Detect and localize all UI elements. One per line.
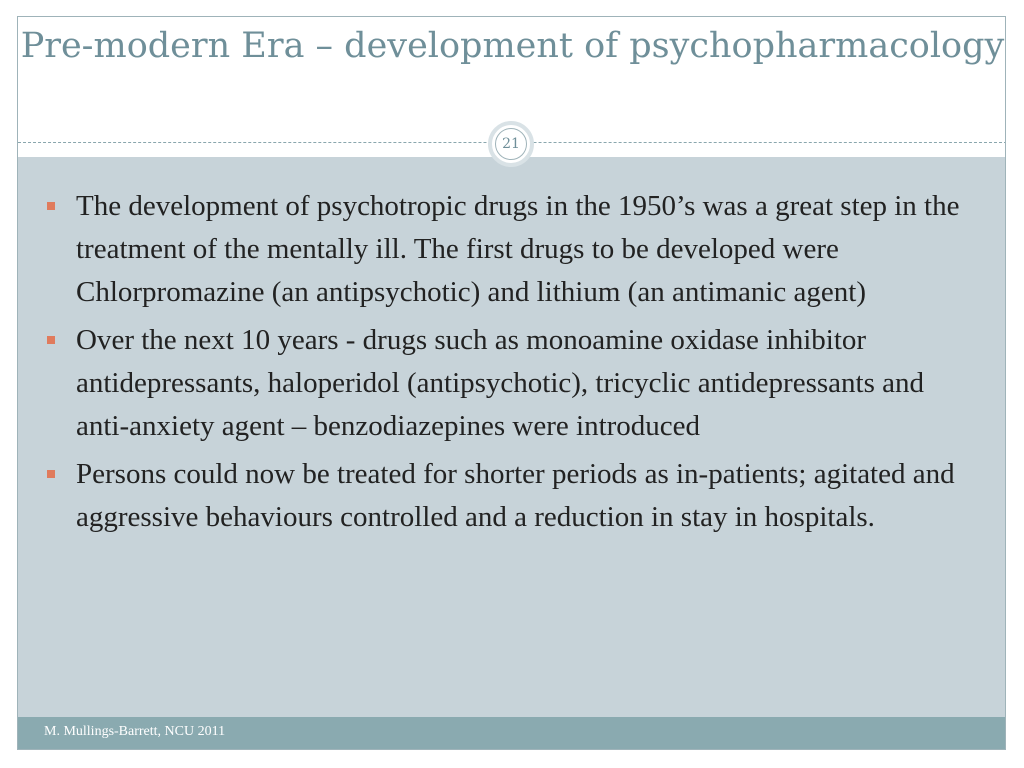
- bullet-item: [46, 185, 981, 314]
- slide-content: [18, 157, 1006, 717]
- bullet-text: The development of psychotropic drugs in the 1950’s was a great step in the treatment of the mentally ill. The first drugs to be developed were Chlorpromazine (an antipsychotic) and lithium (an antimanic agent): [76, 190, 960, 308]
- square-bullet-icon: [47, 202, 55, 210]
- square-bullet-icon: [47, 336, 55, 344]
- bullet-list: [46, 185, 981, 544]
- slide-number: 21: [495, 128, 527, 160]
- bullet-text: Over the next 10 years - drugs such as monoamine oxidase inhibitor antidepressants, haloperidol (antipsychotic), tricyclic antidepressants and anti-anxiety agent – benzodiazepines were introduced: [76, 324, 924, 442]
- slide-number-badge: [488, 121, 534, 167]
- slide-frame: [17, 16, 1006, 750]
- footer-text: M. Mullings-Barrett, NCU 2011: [44, 724, 226, 739]
- square-bullet-icon: [47, 470, 55, 478]
- slide-footer: [18, 717, 1006, 750]
- slide-title: Pre-modern Era – development of psychopharmacology: [20, 26, 1005, 66]
- bullet-text: Persons could now be treated for shorter periods as in-patients; agitated and aggressive behaviours controlled and a reduction in stay in hospitals.: [76, 458, 955, 533]
- bullet-item: [46, 453, 981, 539]
- bullet-item: [46, 319, 981, 448]
